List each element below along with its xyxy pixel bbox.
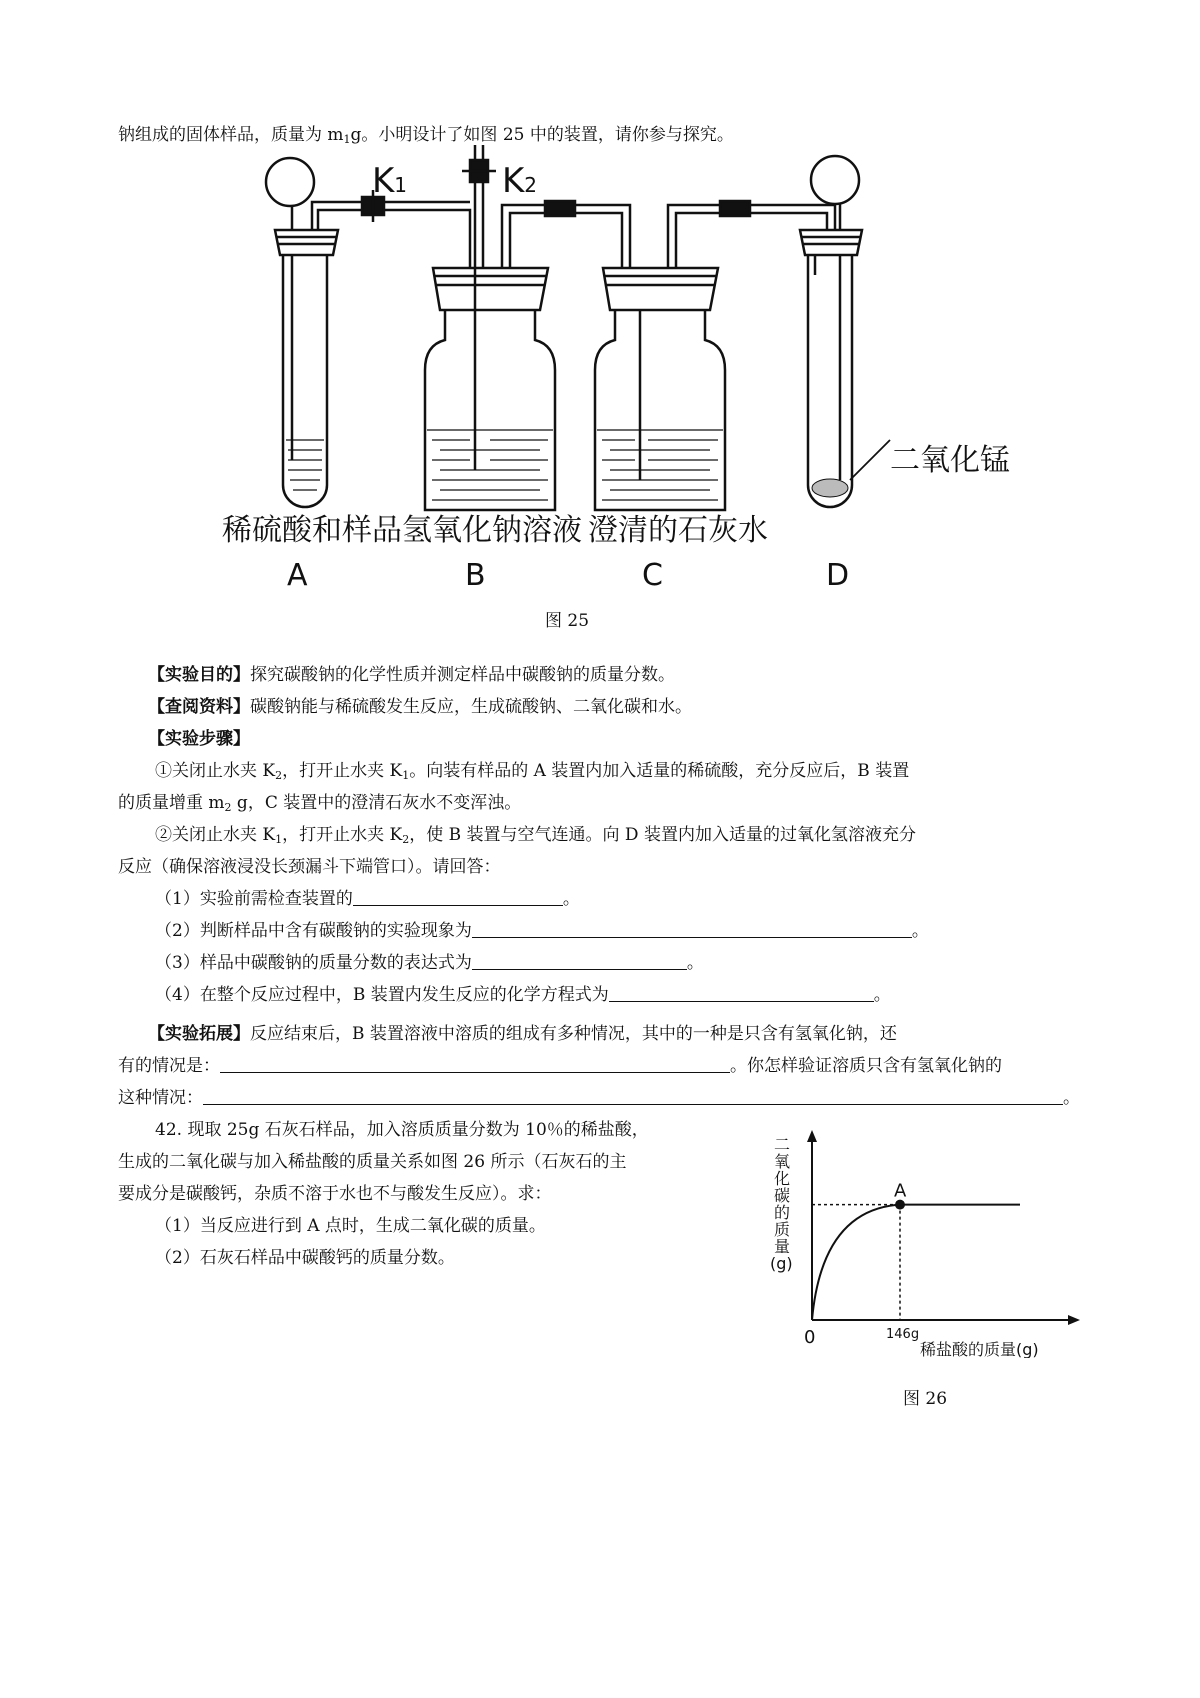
reference-text: 碳酸钠能与稀硫酸发生反应，生成硫酸钠、二氧化碳和水。: [250, 697, 692, 717]
intro-sub: 1: [343, 133, 351, 146]
q42-sub1: （1）当反应进行到 A 点时，生成二氧化碳的质量。: [155, 1216, 546, 1236]
y-axis-label: [770, 1135, 793, 1273]
intro-text: 钠组成的固体样品，质量为 m: [118, 125, 344, 145]
svg-text:K1: [372, 161, 407, 201]
step2-line1: [155, 820, 916, 846]
step2-c: ，使 B 装置与空气连通。向 D 装置内加入适量的过氧化氢溶液充分: [409, 825, 916, 845]
step1-a: ①关闭止水夹 K: [155, 761, 276, 781]
extension-line2: [118, 1051, 1002, 1076]
point-a-label: A: [894, 1180, 907, 1202]
y-label-char: 碳: [774, 1186, 791, 1205]
step1-d-sub: 2: [224, 801, 232, 814]
figure-25-apparatus: [0, 140, 1200, 600]
q2-text: （2）判断样品中含有碳酸钠的实验现象为: [155, 921, 472, 941]
extension-text1: 反应结束后，B 装置溶液中溶质的组成有多种情况，其中的一种是只含有氢氧化钠，还: [250, 1024, 897, 1044]
k2-sub: 2: [524, 173, 538, 197]
letter-c: C: [642, 558, 663, 593]
label-a: 稀硫酸和样品: [222, 513, 402, 548]
x-axis-arrow: [1068, 1315, 1080, 1325]
steps-head: 【实验步骤】: [148, 729, 250, 749]
y-label-char: 氧: [774, 1152, 791, 1171]
q4-end: 。: [873, 985, 891, 1005]
q3-answer-blank[interactable]: [472, 953, 687, 970]
q2-answer-blank[interactable]: [472, 921, 912, 938]
y-label-char: 质: [774, 1220, 791, 1239]
figure-25-caption: 图 25: [545, 611, 590, 631]
origin-label: 0: [804, 1327, 816, 1348]
step1-c: 。向装有样品的 A 装置内加入适量的稀硫酸，充分反应后，B 装置: [409, 761, 910, 781]
step2-line2: 反应（确保溶液浸没长颈漏斗下端管口）。请回答：: [118, 857, 501, 877]
k1-label: K: [372, 161, 395, 201]
question-4: [155, 980, 891, 1005]
question-3: [155, 948, 704, 973]
q42-line1: 42. 现取 25g 石灰石样品，加入溶质质量分数为 10％的稀盐酸，: [155, 1120, 649, 1140]
step1-line2: [118, 788, 521, 814]
purpose-text: 探究碳酸钠的化学性质并测定样品中碳酸钠的质量分数。: [250, 665, 675, 685]
q42-line2: 生成的二氧化碳与加入稀盐酸的质量关系如图 26 所示（石灰石的主: [118, 1152, 627, 1172]
step1-b: ，打开止水夹 K: [282, 761, 403, 781]
q2-end: 。: [911, 921, 929, 941]
letter-b: B: [465, 558, 486, 593]
step1-a-sub: 2: [275, 769, 283, 782]
step1-line1: [155, 756, 909, 782]
q1-text: （1）实验前需检查装置的: [155, 889, 353, 909]
step2-b-sub: 2: [402, 833, 410, 846]
extension-text3-post: 。: [1063, 1088, 1080, 1108]
mno2-label: 二氧化锰: [890, 443, 1010, 478]
reference-line: [148, 692, 692, 717]
extension-text2-pre: 有的情况是：: [118, 1056, 220, 1076]
y-label-char: 化: [774, 1169, 791, 1188]
svg-text:K2: [502, 161, 537, 201]
purpose-head: 【实验目的】: [148, 665, 250, 685]
extension-text2-post: 。你怎样验证溶质只含有氢氧化钠的: [730, 1056, 1002, 1076]
step1-d: 的质量增重 m: [118, 793, 225, 813]
label-c: 澄清的石灰水: [588, 513, 768, 548]
extension-answer-blank-1[interactable]: [220, 1056, 730, 1073]
funnel-a: [266, 158, 314, 206]
step2-a-sub: 1: [275, 833, 283, 846]
step2-a: ②关闭止水夹 K: [155, 825, 276, 845]
question-2: [155, 916, 929, 941]
y-label-char: 的: [774, 1203, 791, 1222]
intro-text-post: g。小明设计了如图 25 中的装置，请你参与探究。: [350, 125, 734, 145]
step1-e: g，C 装置中的澄清石灰水不变浑浊。: [231, 793, 522, 813]
x-axis-label: 稀盐酸的质量(g): [920, 1340, 1039, 1358]
q1-answer-blank[interactable]: [353, 889, 563, 906]
letter-d: D: [826, 558, 850, 593]
figure-26-chart: [770, 1128, 1100, 1358]
q3-end: 。: [686, 953, 704, 973]
x-tick-label: 146g: [886, 1327, 920, 1342]
q42-sub2: （2）石灰石样品中碳酸钙的质量分数。: [155, 1248, 455, 1268]
y-label-char: (g): [770, 1254, 793, 1273]
extension-head: 【实验拓展】: [148, 1024, 250, 1044]
extension-line1: [148, 1019, 897, 1044]
letter-a: A: [287, 558, 308, 593]
q4-answer-blank[interactable]: [609, 985, 874, 1002]
step1-b-sub: 1: [402, 769, 410, 782]
purpose-line: [148, 660, 675, 685]
q1-end: 。: [562, 889, 580, 909]
k1-sub: 1: [394, 173, 408, 197]
label-b: 氢氧化钠溶液: [402, 513, 582, 548]
k2-label: K: [502, 161, 525, 201]
extension-answer-blank-2[interactable]: [203, 1088, 1063, 1105]
funnel-d: [811, 156, 859, 204]
question-1: [155, 884, 580, 909]
reference-head: 【查阅资料】: [148, 697, 250, 717]
q42-line3: 要成分是碳酸钙，杂质不溶于水也不与酸发生反应）。求：: [118, 1184, 552, 1204]
extension-line3: [118, 1083, 1080, 1108]
q3-text: （3）样品中碳酸钠的质量分数的表达式为: [155, 953, 472, 973]
y-label-char: 二: [774, 1135, 791, 1154]
y-axis-arrow: [807, 1130, 817, 1142]
figure-26-caption: 图 26: [903, 1389, 948, 1409]
step2-b: ，打开止水夹 K: [282, 825, 403, 845]
data-curve: [812, 1205, 1020, 1320]
y-label-char: 量: [774, 1237, 791, 1256]
tube-d: [808, 255, 852, 507]
tube-a: [283, 255, 327, 507]
q4-text: （4）在整个反应过程中，B 装置内发生反应的化学方程式为: [155, 985, 609, 1005]
extension-text3-pre: 这种情况：: [118, 1088, 203, 1108]
